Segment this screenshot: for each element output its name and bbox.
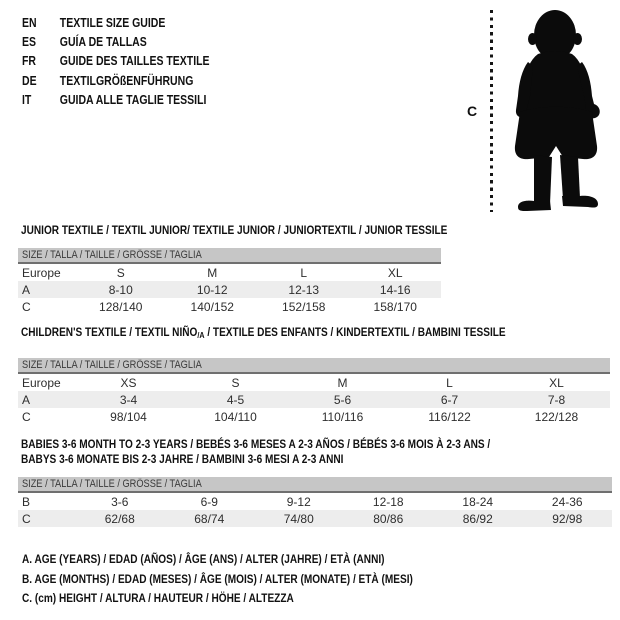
row-label: A [22,282,31,297]
size-cell: 158/170 [373,299,417,314]
size-cell: 98/104 [110,409,147,424]
size-header-bar: SIZE / TALLA / TAILLE / GRÖSSE / TAGLIA [18,248,441,264]
size-cell: 7-8 [547,392,566,407]
table-junior [18,223,448,315]
size-cell: 92/98 [552,511,583,526]
language-code: DE [22,73,37,88]
table-title: CHILDREN'S TEXTILE / TEXTIL NIÑO/A / TEXTILE DES ENFANTS / KINDERTEXTIL / BAMBINI TESSILE [21,325,506,340]
size-cell: 12-18 [372,494,404,509]
table-title: JUNIOR TEXTILE / TEXTIL JUNIOR/ TEXTILE JUNIOR / JUNIORTEXTIL / JUNIOR TESSILE [21,223,448,237]
language-title: TEXTILGRÖßENFÜHRUNG [59,73,194,88]
size-cell: 10-12 [196,282,228,297]
legend-line-c: C. (cm) HEIGHT / ALTURA / HAUTEUR / HÖHE / ALTEZZA [22,591,294,605]
size-cell: 116/122 [428,409,471,424]
row-label: C [22,511,31,526]
language-title: GUIDA ALLE TAGLIE TESSILI [59,93,207,108]
size-cell: 8-10 [108,282,133,297]
size-cell: 18-24 [462,494,494,509]
language-row-es [22,32,245,51]
language-code: FR [22,54,37,69]
table-row [18,298,441,315]
table-row [18,374,610,391]
size-cell: 6-9 [200,494,218,509]
language-code: EN [22,15,37,30]
size-cell: 68/74 [194,511,225,526]
language-title: GUÍA DE TALLAS [59,35,147,50]
size-cell: L [300,265,308,280]
size-cell: 152/158 [282,299,326,314]
language-row-it [22,91,245,110]
row-label: A [22,392,31,407]
legend-line-b: B. AGE (MONTHS) / EDAD (MESES) / ÂGE (MOIS) / ALTER (MONATE) / ETÀ (MESI) [22,571,413,586]
table-row [18,391,610,408]
size-cell: 9-12 [286,494,311,509]
size-cell: M [207,265,218,280]
table-title: BABIES 3-6 MONTH TO 2-3 YEARS / BEBÉS 3-6 MESES A 2-3 AÑOS / BÉBÉS 3-6 MOIS À 2-3 ANS / BABYS 3-6 MONATE BIS 2-3 JAHRE / BAMBINI 3-6 MESI A 2-3 ANNI [21,437,491,466]
size-cell: 6-7 [440,392,459,407]
row-label: C [22,299,31,314]
measurement-legend [22,550,487,609]
size-cell: 14-16 [379,282,411,297]
size-header-bar: SIZE / TALLA / TAILLE / GRÖSSE / TAGLIA [18,477,612,493]
size-cell: 86/92 [462,511,493,526]
row-label: Europe [22,265,61,280]
table-row [18,493,612,510]
size-cell: 5-6 [333,392,352,407]
size-cell: 12-13 [288,282,320,297]
size-cell: S [231,375,240,390]
table-row [18,510,612,527]
size-cell: 74/80 [283,511,314,526]
size-cell: 24-36 [551,494,583,509]
size-cell: 62/68 [104,511,135,526]
language-title: TEXTILE SIZE GUIDE [59,15,166,30]
size-cell: 3-6 [111,494,129,509]
size-cell: 80/86 [373,511,404,526]
table-row [18,264,441,281]
size-cell: 4-5 [226,392,245,407]
height-measurement-line [490,10,493,212]
row-label: Europe [22,375,61,390]
height-label-c: C [467,103,478,119]
size-cell: XS [120,375,137,390]
language-row-de [22,71,245,90]
toddler-silhouette-icon [500,8,613,215]
language-row-fr [22,52,245,71]
row-label: B [22,494,31,509]
size-cell: 122/128 [534,409,579,424]
language-code: ES [22,35,37,50]
legend-line-a: A. AGE (YEARS) / EDAD (AÑOS) / ÂGE (ANS) / ALTER (JAHRE) / ETÀ (ANNI) [22,552,385,566]
size-cell: 3-4 [119,392,138,407]
title-subscript: /A [197,330,205,340]
table-row [18,281,441,298]
size-cell: L [446,375,453,390]
size-cell: 140/152 [190,299,234,314]
language-code: IT [22,93,32,108]
language-list [22,13,245,110]
size-cell: S [116,265,125,280]
table-row [18,408,610,425]
row-label: C [22,409,31,424]
size-cell: M [337,375,348,390]
language-row-en [22,13,245,32]
language-title: GUIDE DES TAILLES TEXTILE [59,54,210,69]
size-header-bar: SIZE / TALLA / TAILLE / GRÖSSE / TAGLIA [18,358,610,374]
size-cell: XL [387,265,403,280]
toddler-silhouette [500,8,613,215]
size-cell: XL [549,375,564,390]
size-cell: 104/110 [214,409,257,424]
table-babies [18,437,612,527]
table-children [18,325,610,425]
size-cell: 110/116 [321,409,364,424]
size-cell: 128/140 [99,299,143,314]
